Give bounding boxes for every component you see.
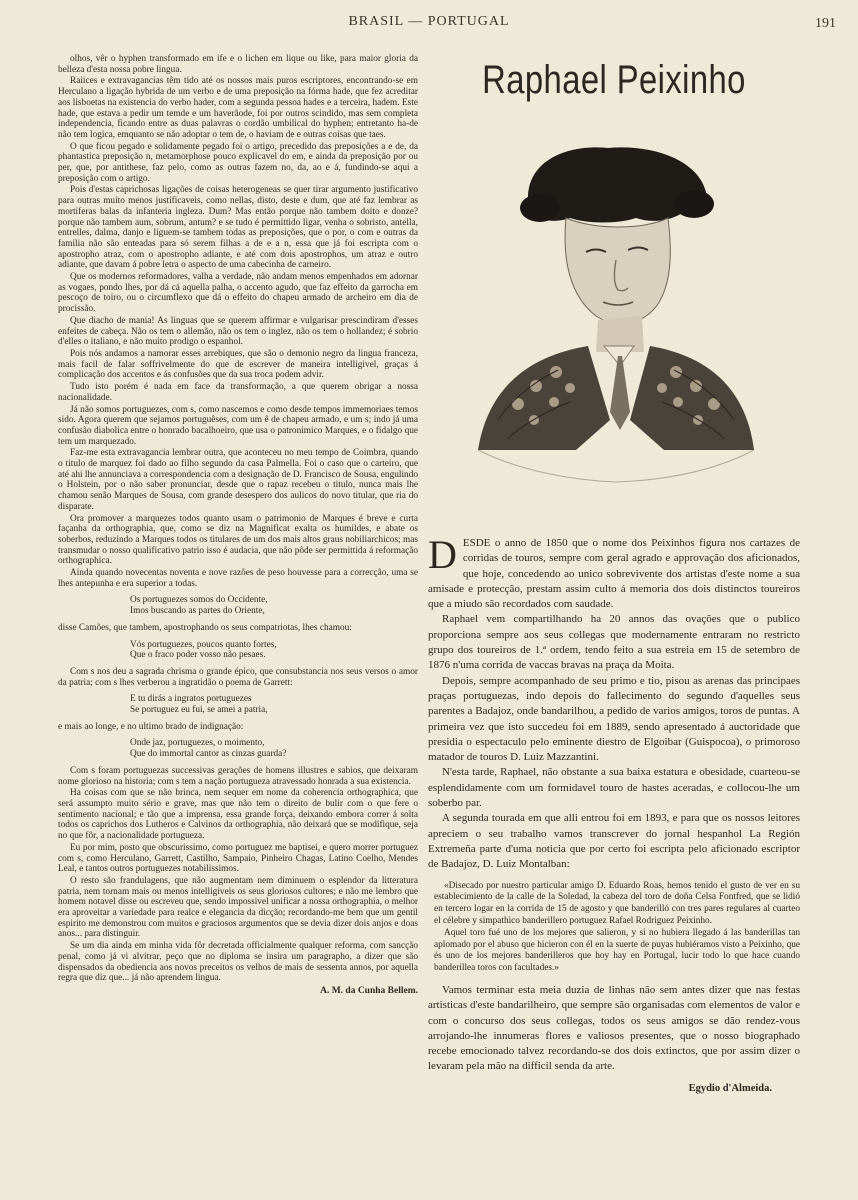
verse-line: Que o fraco poder vosso não pesaes.: [130, 650, 266, 661]
paragraph: Com s foram portuguezas successivas gerações de homens illustres e sabios, que deixaram nome glorioso na historia; com s tem a nação portugueza atravessado honrada a sua existencia.: [58, 765, 418, 787]
paragraph: N'esta tarde, Raphael, não obstante a sua baixa estatura e obesidade, cuarteou-se esplendidamente com um formidavel touro de hastes aceradas, e collocou-lhe um soberbo par.: [428, 766, 800, 810]
article-body: [428, 532, 800, 1096]
verse-line: Imos buscando as partes do Oriente,: [130, 606, 265, 617]
paragraph: Eu por mim, posto que obscurissimo, como portuguez me baptisei, e quero morrer portuguez com s, como Herculano, Garrett, Castilho, Sampaio, Pinheiro Chagas, Latino Coelho, Mendes Leal, e tantos outros portuguezes notabilissimos.: [58, 842, 418, 875]
paragraph-text: ESDE o anno de 1850 que o nome dos Peixinhos figura nos cartazes de corridas de touros, sempre com geral agrado e approvação dos aficionados, que hoje, concedendo ao unico sobrevivente dos artistas d'este nome a sua amisade e protecção, prestam assim culto á memoria dos dois distinctos toureiros que a miudo são recordados com saudade.: [428, 537, 800, 611]
spanish-quotation: [434, 881, 800, 975]
verse-line: Vós portuguezes, poucos quanto fortes,: [130, 639, 277, 650]
paragraph: Ainda quando novecentas noventa e nove razões de peso houvesse para a correcção, uma se lhes antepunha e era superior a todas.: [58, 568, 418, 589]
portrait-image: [458, 120, 774, 520]
paragraph: O que ficou pegado e solidamente pegado foi o artigo, precedido das preposições a e de, da phantastica preposição n, metamorphose pouco explicavel do em, e ainda da preposição por ou per, que, por antithese, faz pelo, como as outras fazem no, da, ao e á, fundindo-se aqui a preposição com o artigo.: [58, 141, 418, 184]
verse-line: Os portuguezes somos do Occidente,: [130, 595, 268, 606]
paragraph: Já não somos portuguezes, com s, como nascemos e como desde tempos immemoriaes temos sido. Agora querem que sejamos portuguêses, com um ê de chapeu armado, e um s; indo já uma confusão diabolica entre o honrado bacalhoeiro, que usa o patronimico Marques, e o fidalgo que tem um marquezado.: [58, 404, 418, 447]
left-column: [58, 54, 418, 1188]
paragraph: Ora promover a marquezes todos quanto usam o patrimonio de Marques é breve e curta façanha da orthographia, que, como se diz na Magnificat exalta os humildes, e abate os soberbos, reduzindo a Marques todos os titulares de um dos mais altos graus nobiliarchicos; mas transmudar o nosso qualificativo patrio isso é audacia, que não pôde ser permittida á reformação orthographica.: [58, 513, 418, 567]
running-head: BRASIL — PORTUGAL: [348, 14, 510, 29]
page-number: 191: [815, 16, 836, 31]
paragraph: O resto são frandulagens, que não augmentam nem diminuem o esplendor da litteratura patria, nem tornam mais ou menos intelligiveis os seus gloriosos cultores; e não me lembro que homem notavel disse ou escreveu que, sendo impossivel unificar a nossa orthographia, o melhor era aproveitar a variedade para realce e elegancia da dicção; recordando-me bem que um gentil espirito me demonstrou com muitos e graciosos argumentos que se devia dizer dois anjos e doas anos... para distinguir.: [58, 875, 418, 940]
paragraph: Que os modernos reformadores, valha a verdade, não andam menos empenhados em adornar as vogaes, pondo lhes, por dá cá aquella palha, o accento agudo, que faz effeito da garrocha em pescoço de toiro, ou o circumflexo que dá o effeito do chapeu armado de archeiro em dia de procissão.: [58, 272, 418, 315]
paragraph: e mais ao longe, e no ultimo brado de indignação:: [58, 721, 244, 732]
paragraph: Que diacho de mania! As linguas que se querem affirmar e vulgarisar prescindiram d'esses enfeites de cabeça. Não os tem o allemão, não os tem o inglez, não os tem o hollandez; é sobrio d'elles o italiano, e não muito prodigo o espanhol.: [58, 315, 418, 348]
quote-paragraph: Aquel toro fué uno de los mejores que salieron, y si no hubiera llegado á las banderillas tan aplomado por el abuso que hicieron con él en la suerte de puyas hubiéramos visto a Peixinho, que és uno de los mejores banderilleros que hoy hay en Portugal, lucir todo lo que hace cuando banderillea toros con facultades.»: [434, 927, 800, 974]
paragraph: A segunda tourada em que alli entrou foi em 1893, e para que os nossos leitores apreciem o seu trabalho vamos transcrever do jornal hespanhol La Región Extremeña parte d'uma noticia que por certo foi escripta pelo aficionado escriptor de Badajoz, D. Luiz Montalban:: [428, 812, 800, 871]
paragraph: Pois nós andamos a namorar esses arrebiques, que são o demonio negro da lingua franceza, mais facil de falar soffrivelmente do que de escrever de maneira intelligivel, graças á complicação dos accentos e ás confusões que da sua troca podem advir.: [58, 348, 418, 381]
paragraph: olhos, vêr o hyphen transformado em ife e o lichen em lique ou like, para maior gloria da belleza d'esta nossa pobre lingua.: [58, 54, 418, 75]
right-column: [428, 54, 800, 1188]
paragraph: Depois, sempre acompanhado de seu primo e tio, pisou as arenas das principaes praças portuguezas, indo depois do fallecimento do segundo d'aquelles seus parentes a Badajoz, onde bandarilhou, a pedido de varios amigos, toros de puntas. A primeira vez que isto succedeu foi em 1889, sendo apresentado á auctoridade que presidia o espectaculo pelo eminente diestro de Elgoibar (Guispocoa), o primoroso matador de touros D. Luiz Mazzantini.: [428, 674, 800, 764]
verse-quote: [130, 640, 418, 661]
first-paragraph: [428, 532, 800, 612]
author-signature: A. M. da Cunha Bellem.: [320, 985, 418, 996]
paragraph: Tudo isto porém é nada em face da transformação, a que querem obrigar a nossa nacionalidade.: [58, 382, 418, 403]
article-signature: Egydio d'Almeida.: [688, 1082, 772, 1094]
verse-line: Que do immortal cantor as cinzas guarda?: [130, 749, 287, 760]
verse-quote: [130, 694, 418, 715]
verse-quote: [130, 738, 418, 759]
paragraph: Ha coisas com que se não brinca, nem sequer em nome da coherencia orthographica, que será assumpto muito sério e grave, mas que não tem o direito de bulir com o que fere o sentimento nacional; e tão que a imprensa, essa grande força, deixando embora correr á solta todos os caprichos dos Lutheros e Calvinos da orthographia, não deixará que se modifique, seja no que fôr, a nacionalidade portugueza.: [58, 788, 418, 842]
article-title: Raphael Peixinho: [482, 58, 746, 102]
paragraph: Vamos terminar esta meia duzia de linhas não sem antes dizer que nas festas artisticas d'este bandarilheiro, que sempre são organisadas com elementos de valor e com o concurso dos seus collegas, todos os seus amigos se dão rendez-vous arrojando-lhe innumeras flores e valiosos presentes, que o nosso biographado recebe emocionado talvez recordando-se dos dois extinctos, que por assim dizer o levaram pela mão na difficil senda da arte.: [428, 983, 800, 1073]
paragraph: Faz-me esta extravagancia lembrar outra, que aconteceu no meu tempo de Coimbra, quando o titulo de marquez foi dado ao filho segundo da casa Palmella. Foi o caso que o carteiro, que até ahi lhe annunciava a correspondencia com a designação de D. Francisco de Sousa, engulindo o Holstein, por o não saber pronunciar, desde que o rapaz recebeu o titulo, nunca mais lhe chamou senão Marques de Sousa, com grande desespero dos aulicos do novo titular, que ria do disparate.: [58, 448, 418, 512]
paragraph: Com s nos deu a sagrada chrisma o grande épico, que consubstancia nos seus versos o amor da patria; com s lhes verberou a ingratidão o poema de Garrett:: [58, 666, 418, 688]
drop-cap: D: [428, 532, 457, 577]
quote-paragraph: «Disecado por nuestro particular amigo D. Eduardo Roas, hemos tenido el gusto de ver en su establecimiento de la calle de la Soledad, la cabeza del toro de doña Celsa Fontfred, que se lidió en tercero logar en la corrida de 15 de agosto y que banderilló con tres pares regulares al cuarteo el célebre y simpathico banderillero portuguez Rafael Rodriguez Peixinho.: [434, 880, 800, 926]
paragraph: disse Camões, que tambem, apostrophando os seus compatriotas, lhes chamou:: [58, 622, 352, 633]
paragraph: Se um dia ainda em minha vida fôr decretada officialmente qualquer reforma, com sancção penal, como já vi alvitrar, peço que no diploma se insira um paragrapho, a dizer que são dispensados da obediencia aos novos preceitos os velhos de mais de sessenta annos, por aquella regra que diz que... já não aprendem lingua.: [58, 941, 418, 984]
verse-line: Se portuguez eu fui, se amei a patria,: [130, 705, 268, 716]
paragraph: Raiices e extravagancias têm tido até os nossos mais puros escriptores, encontrando-se em Herculano a ligação hybrida de um verbo e de uma preposição na fórma hade, que fez acreditar aos lisboetas na existencia do verbo hader, com a segunda pessoa hades e a terceira, hadem. Este hade, que estava a pedir um temde e um haverãode, foi por outros scindido, mas sem completa independencia, ficando entre as duas palavras o cordão umbilical do hyphen; entretanto ha-de não tem logica, emquanto se não adoptar o tem de, o haviam de e outras coisas que taes.: [58, 76, 418, 140]
verse-line: E tu dirás a ingratos portuguezes: [130, 694, 252, 705]
verse-line: Onde jaz, portuguezes, o moimento,: [130, 738, 265, 749]
paragraph: Pois d'estas caprichosas ligações de coisas heterogeneas se quer tirar argumento justificativo para outras muito menos justificaveis, como nellas, disto, deste e dum, que até faz lembrar as mortiferas balas da infanteria ingleza. Dum? Mas então porque não tambem doito e donze? porque não tambem aum, sobrum, antum? e se tudo é permittido ligar, venha o sobristo, antella, entrelles, dalma, danjo e liguem-se tambem todas as preposições, que o por, o com e outras da familia não são enteadas para só serem filhas a de e a n, essa que já foi escripta com o apostropho atraz, com o apostropho adiante, e até com dois apostrophos, um atraz e outro adiante, que davam á pobre letra o aspecto de uma cabecinha de carneiro.: [58, 185, 418, 271]
paragraph: Raphael vem compartilhando ha 20 annos das ovações que o publico proporciona sempre aos seus collegas que modernamente entraram no restricto grupo dos toureiros de 1.ª ordem, tendo feito a sua estreia em 15 de setembro de 1876 n'uma corrida de vaccas bravas na praça da Moita.: [428, 613, 800, 672]
verse-quote: [130, 595, 418, 616]
